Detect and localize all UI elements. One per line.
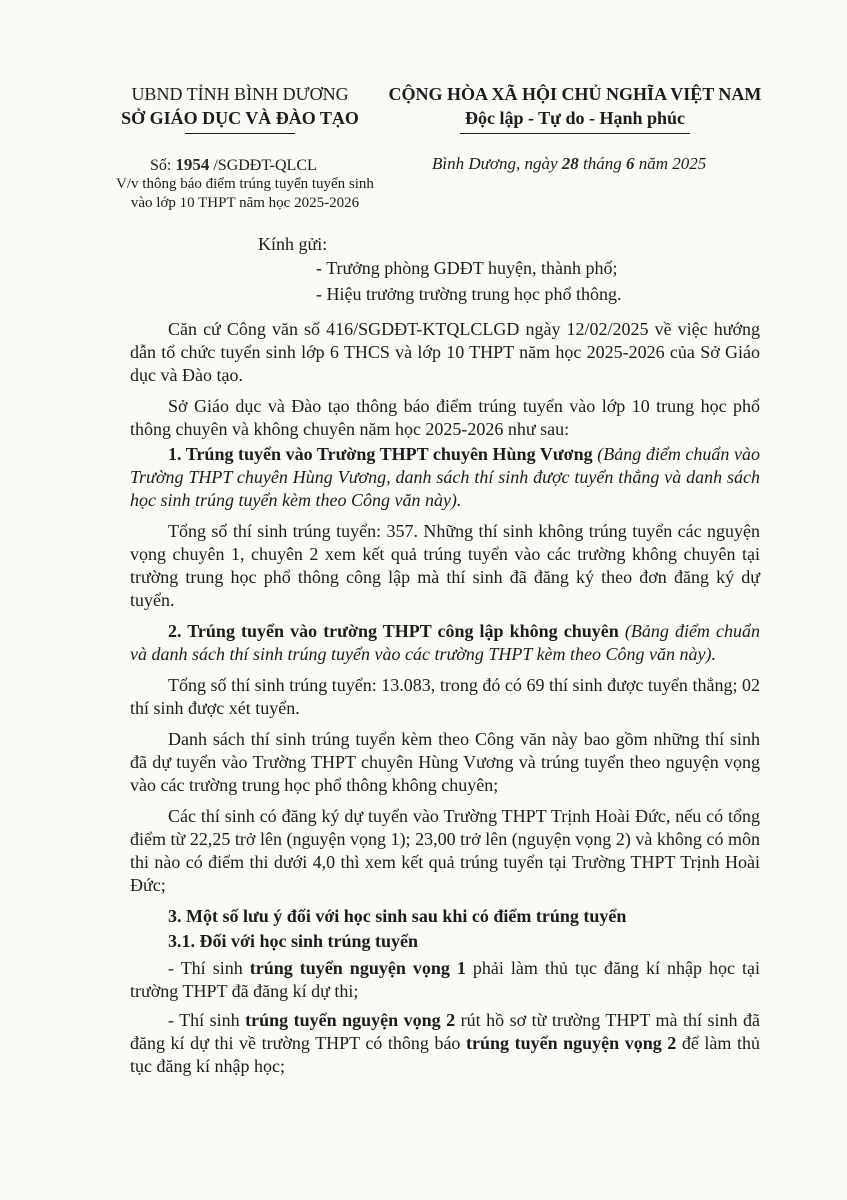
date-month: 6 [626, 154, 635, 173]
section-2-note: (Bảng điểm chuẩn và danh sách thí sinh trúng tuyển vào các trường THPT kèm theo Công văn này). [130, 621, 761, 664]
doc-number-prefix: Số: [150, 157, 172, 174]
choice-2-emphasis-2: trúng tuyển nguyện vọng 2 [466, 1033, 677, 1053]
paragraph-legal-basis: Căn cứ Công văn số 416/SGDĐT-KTQLCLGD ngày 12/02/2025 về việc hướng dẫn tổ chức tuyển sinh lớp 6 THCS và lớp 10 THPT năm học 2025-2026 của Sở Giáo dục và Đào tạo. [130, 319, 760, 385]
agency-parent: UBND TỈNH BÌNH DƯƠNG [131, 84, 349, 104]
subject-line-1: V/v thông báo điểm trúng tuyển tuyển sinh [116, 176, 374, 192]
choice-2-middle: rút hồ sơ từ trường THPT mà thí sinh đã đăng kí dự thi về trường THPT có thông báo [130, 1010, 761, 1053]
doc-number-value: 1954 [175, 155, 210, 174]
section-2 [130, 620, 760, 666]
section-3-title: 3. Một số lưu ý đối với học sinh sau khi có điểm trúng tuyển [168, 906, 627, 926]
national-motto: Độc lập - Tự do - Hạnh phúc [464, 108, 686, 128]
section-1-note: (Bảng điểm chuẩn vào Trường THPT chuyên Hùng Vương, danh sách thí sinh được tuyển thẳng và danh sách học sinh trúng tuyển kèm theo Công văn này). [130, 444, 760, 510]
subject-line-2: vào lớp 10 THPT năm học 2025-2026 [130, 195, 360, 211]
motto-underline [460, 133, 690, 134]
paragraph-list-note: Danh sách thí sinh trúng tuyển kèm theo Công văn này bao gồm những thí sinh đã dự tuyển vào Trường THPT chuyên Hùng Vương và trúng tuyển theo nguyện vọng vào các trường trung học phổ thông không chuyên; [130, 729, 760, 795]
doc-number-suffix: /SGDĐT-QLCL [213, 157, 317, 174]
agency-underline [185, 133, 295, 134]
agency-name: SỞ GIÁO DỤC VÀ ĐÀO TẠO [121, 108, 359, 128]
recipients-greeting: Kính gửi: [258, 234, 328, 254]
document-body [130, 318, 760, 1078]
choice-2-rest: để làm thủ tục đăng kí nhập học; [130, 1033, 760, 1076]
choice-2-lead: - Thí sinh [168, 1010, 246, 1030]
document-date [432, 153, 706, 175]
date-day: 28 [561, 154, 579, 173]
choice-2-emphasis: trúng tuyển nguyện vọng 2 [245, 1010, 456, 1030]
agency-header [90, 82, 390, 134]
document-subject [95, 175, 395, 213]
recipient-item-1: - Trưởng phòng GDĐT huyện, thành phố; [316, 258, 618, 278]
section-1 [130, 443, 760, 512]
choice-1-rest: phải làm thủ tục đăng kí nhập học tại trường THPT đã đăng kí dự thi; [130, 958, 761, 1001]
choice-1-lead: - Thí sinh [168, 958, 250, 978]
paragraph-total-regular: Tổng số thí sinh trúng tuyển: 13.083, trong đó có 69 thí sinh được tuyển thẳng; 02 thí sinh được xét tuyển. [130, 675, 760, 718]
section-3-1-title: 3.1. Đối với học sinh trúng tuyển [168, 931, 419, 951]
paragraph-total-specialized: Tổng số thí sinh trúng tuyển: 357. Những thí sinh không trúng tuyển các nguyện vọng chuyên 1, chuyên 2 xem kết quả trúng tuyển vào các trường không chuyên tại trường trung học phổ thông công lập mà thí sinh đã đăng ký theo đơn đăng ký dự tuyển. [130, 521, 760, 610]
national-title: CỘNG HÒA XÃ HỘI CHỦ NGHĨA VIỆT NAM [388, 84, 762, 104]
section-1-title: 1. Trúng tuyển vào Trường THPT chuyên Hùng Vương [168, 444, 593, 464]
date-month-label: tháng [583, 154, 622, 173]
document-number [150, 155, 317, 176]
choice-1-emphasis: trúng tuyển nguyện vọng 1 [249, 958, 466, 978]
recipient-item-2: - Hiệu trưởng trường trung học phổ thông. [316, 284, 622, 304]
date-place: Bình Dương, ngày [432, 154, 558, 173]
date-year: năm 2025 [638, 154, 707, 173]
paragraph-choice-2 [130, 1009, 760, 1078]
paragraph-announcement: Sở Giáo dục và Đào tạo thông báo điểm trúng tuyển vào lớp 10 trung học phổ thông chuyên và không chuyên năm học 2025-2026 như sau: [130, 396, 760, 439]
paragraph-trinh-hoai-duc: Các thí sinh có đăng ký dự tuyển vào Trường THPT Trịnh Hoài Đức, nếu có tổng điểm từ 22,25 trở lên (nguyện vọng 1); 23,00 trở lên (nguyện vọng 2) và không có môn thi nào có điểm thi dưới 4,0 thì xem kết quả trúng tuyển tại Trường THPT Trịnh Hoài Đức; [130, 806, 760, 895]
paragraph-choice-1 [130, 957, 760, 1003]
section-2-title: 2. Trúng tuyển vào trường THPT công lập không chuyên [168, 621, 619, 641]
national-header [360, 82, 790, 134]
